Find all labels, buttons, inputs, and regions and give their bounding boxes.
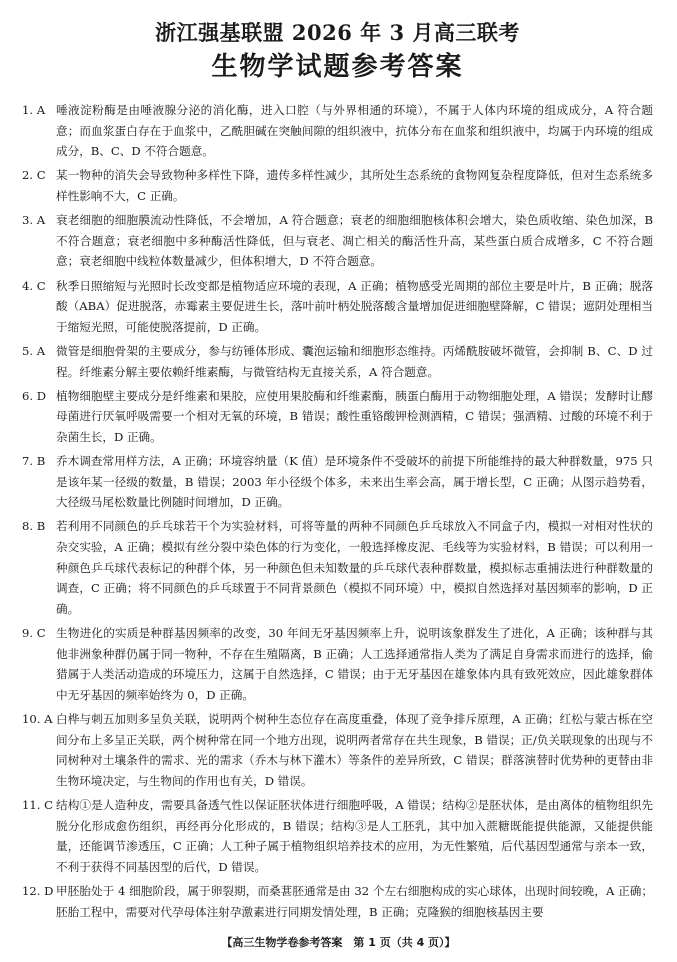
answer-number: 7. B: [22, 454, 46, 469]
answer-item-7: [22, 451, 653, 513]
answer-explanation: 白桦与刺五加则多呈负关联，说明两个树种生态位存在高度重叠，体现了竞争排斥原理，A 正确；红松与蒙古栎在空间分布上多呈正关联，两个树种常在同一个地方出现，说明两者常存在共生现象，B 错误；正/负关联现象的出现与不同树种对土壤条件的需求、光的需求（乔木与林下灌木）等条件的差异所致，C 错误；群落演替时优势种的更替由非生物环境决定，与生物间的作用也有关，D 错误。: [56, 711, 653, 788]
answer-number: 9. C: [22, 626, 46, 640]
answer-number: 12. D: [22, 883, 54, 898]
answer-item-8: [22, 516, 653, 619]
answer-explanation: 乔木调查常用样方法，A 正确；环境容纳量（K 值）是环境条件不受破坏的前提下所能维持的最大种群数量，975 只是该年某一径级的数量，B 错误；2003 年小径级个体多，未来出生率会高，属于增长型，C 正确；从图示趋势看，大径级马尾松数量比例随时间增加，D 正确。: [56, 454, 653, 510]
answer-number: 2. C: [22, 168, 46, 183]
exam-title: 浙江强基联盟 2026 年 3 月高三联考: [155, 20, 520, 45]
answer-key-title: 生物学试题参考答案: [211, 52, 464, 82]
answer-item-9: [22, 623, 653, 705]
answer-explanation: 若利用不同颜色的乒乓球若干个为实验材料，可将等量的两种不同颜色乒乓球放入不同盒子内，模拟一对相对性状的杂交实验，A 正确；模拟有丝分裂中染色体的行为变化，一般选择橡皮泥、毛线等为实验材料，B 错误；可以利用一种颜色乒乓球代表标记的种群个体，另一种颜色但未知数量的乒乓球代表种群数量，模拟标志重捕法进行种群数量的调查，C 正确；将不同颜色的乒乓球置于不同背景颜色（模拟不同环境）中，模拟自然选择对基因频率的影响，D 正确。: [56, 519, 653, 616]
answer-item-4: [22, 276, 653, 338]
answer-number: 11. C: [22, 797, 53, 812]
answer-number: 4. C: [22, 278, 46, 293]
answer-explanation: 唾液淀粉酶是由唾液腺分泌的消化酶，进入口腔（与外界相通的环境），不属于人体内环境的组成成分，A 符合题意；而血浆蛋白存在于血浆中，乙酰胆碱在突触间隙的组织液中，抗体分布在血浆和组织液中，均属于内环境的组成成分，B、C、D 不符合题意。: [56, 103, 653, 159]
answer-explanation: 衰老细胞的细胞膜流动性降低，不会增加，A 符合题意；衰老的细胞细胞核体积会增大，染色质收缩、染色加深，B 不符合题意；衰老细胞中多种酶活性降低，但与衰老、凋亡相关的酶活性升高，某些蛋白质合成增多，C 不符合题意；衰老细胞中线粒体数量减少，但体积增大，D 不符合题意。: [56, 213, 653, 269]
answer-item-10: [22, 709, 653, 791]
answer-explanation: 秋季日照缩短与光照时长改变都是植物适应环境的表现，A 正确；植物感受光周期的部位主要是叶片，B 正确；脱落酸（ABA）促进脱落，赤霉素主要促进生长，落叶前叶柄处脱落酸含量增加促进细胞壁降解，C 错误；遮阴处理相当于缩短光照，可能使脱落提前，D 正确。: [56, 278, 653, 334]
answer-list: [22, 100, 653, 922]
answer-item-6: [22, 386, 653, 448]
answer-number: 1. A: [22, 103, 46, 117]
answer-number: 8. B: [22, 519, 46, 534]
answer-item-11: [22, 795, 653, 877]
answer-explanation: 植物细胞壁主要成分是纤维素和果胶，应使用果胶酶和纤维素酶，胰蛋白酶用于动物细胞处理，A 错误；发酵时让醪母菌进行厌氧呼吸需要一个相对无氧的环境，B 错误；酸性重铬酸钾检测酒精，C 错误；强酒精、过酸的环境不利于杂菌生长，D 正确。: [56, 388, 653, 444]
answer-explanation: 结构①是人造种皮，需要具备透气性以保证胚状体进行细胞呼吸，A 错误；结构②是胚状体，是由离体的植物组织先脱分化形成愈伤组织，再经再分化形成的，B 错误；结构③是人工胚乳，其中加入蔗糖既能提供能源，又能提供能量，还能调节渗透压，C 正确；人工种子属于植物组织培养技术的应用，为无性繁殖，后代基因型通常与亲本一致，不利于获得不同基因型的后代，D 错误。: [56, 797, 653, 874]
answer-explanation: 某一物种的消失会导致物种多样性下降，遗传多样性减少，其所处生态系统的食物网复杂程度降低，但对生态系统多样性影响不大，C 正确。: [56, 168, 653, 203]
answer-item-12: [22, 881, 653, 922]
answer-number: 6. D: [22, 388, 47, 403]
answer-item-5: [22, 341, 653, 382]
answer-explanation: 微管是细胞骨架的主要成分，参与纺锤体形成、囊泡运输和细胞形态维持。丙烯酰胺破坏微管，会抑制 B、C、D 过程。纤维素分解主要依赖纤维素酶，与微管结构无直接关系，A 符合题意。: [56, 343, 653, 379]
answer-number: 5. A: [22, 343, 46, 358]
answer-explanation: 甲胚胎处于 4 细胞阶段，属于卵裂期，而桑葚胚通常是由 32 个左右细胞构成的实心球体，出现时间较晚，A 正确；胚胎工程中，需要对代孕母体注射孕激素进行同期发情处理，B 正确；克隆猴的细胞核基因主要: [56, 883, 653, 919]
answer-item-1: [22, 100, 653, 162]
answer-number: 10. A: [22, 711, 53, 726]
answer-number: 3. A: [22, 213, 46, 228]
answer-item-3: [22, 210, 653, 272]
answer-explanation: 生物进化的实质是种群基因频率的改变，30 年间无牙基因频率上升，说明该象群发生了进化，A 正确；该种群与其他非洲象种群仍属于同一物种，不存在生殖隔离，B 正确；人工选择通常指人类为了满足自身需求而进行的选择，偷猎属于人类活动造成的环境压力，这属于自然选择，C 错误；由于无牙基因在雄象体内具有致死效应，因此雄象群体中无牙基因的频率始终为 0，D 正确。: [56, 626, 653, 702]
page-footer: 【高三生物学卷参考答案 第 1 页（共 4 页）】: [221, 936, 456, 949]
answer-item-2: [22, 165, 653, 206]
